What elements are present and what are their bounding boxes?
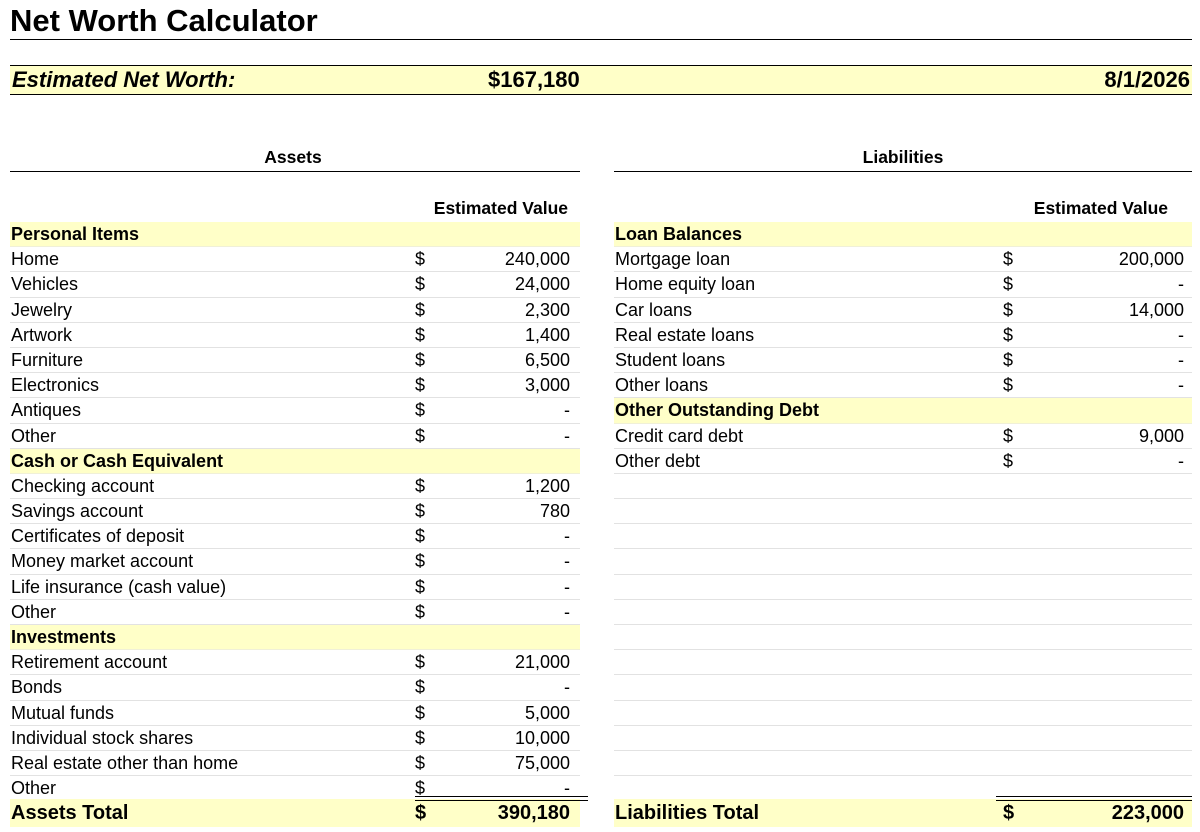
item-label: Student loans — [615, 349, 726, 370]
category-header-row — [10, 625, 580, 650]
empty-row — [614, 524, 1192, 549]
item-label: Credit card debt — [615, 425, 744, 446]
item-label: Car loans — [615, 299, 693, 320]
item-value-cell[interactable]: - — [564, 526, 570, 547]
liabilities-total-row — [614, 799, 1192, 827]
assets-value-header: Estimated Value — [433, 198, 568, 218]
empty-row — [614, 625, 1192, 650]
item-label: Home equity loan — [615, 274, 756, 295]
empty-row — [614, 575, 1192, 600]
category-label: Other Outstanding Debt — [615, 400, 819, 421]
table-row — [10, 499, 580, 524]
category-header-row — [10, 222, 580, 247]
table-row — [614, 247, 1192, 272]
item-label: Other — [11, 601, 57, 622]
assets-rows — [10, 222, 580, 801]
item-value-cell[interactable]: 14,000 — [1128, 299, 1184, 320]
item-label: Real estate loans — [615, 324, 755, 345]
empty-row — [614, 549, 1192, 574]
item-value-cell[interactable]: - — [564, 551, 570, 572]
table-row — [614, 298, 1192, 323]
currency-symbol: $ — [415, 274, 426, 295]
currency-symbol: $ — [415, 375, 426, 396]
item-label: Retirement account — [11, 652, 168, 673]
table-row — [10, 474, 580, 499]
item-value-cell[interactable]: - — [564, 778, 570, 799]
item-label: Other — [11, 425, 57, 446]
item-label: Electronics — [11, 375, 100, 396]
assets-total-row — [10, 799, 580, 827]
assets-section — [10, 143, 580, 801]
item-value-cell[interactable]: 75,000 — [514, 752, 570, 773]
table-row — [10, 751, 580, 776]
category-label: Loan Balances — [615, 224, 743, 244]
assets-heading: Assets — [10, 143, 580, 172]
table-row — [10, 701, 580, 726]
currency-symbol: $ — [1003, 299, 1014, 320]
table-row — [614, 348, 1192, 373]
net-worth-label: Estimated Net Worth: — [12, 67, 236, 92]
item-value-cell[interactable]: 240,000 — [504, 249, 570, 270]
item-label: Individual stock shares — [11, 727, 194, 748]
item-value-cell[interactable]: 2,300 — [524, 299, 570, 320]
empty-row — [614, 499, 1192, 524]
net-worth-date[interactable]: 8/1/2026 — [1104, 67, 1190, 92]
currency-symbol: $ — [1003, 802, 1015, 824]
table-row — [614, 373, 1192, 398]
category-label: Cash or Cash Equivalent — [11, 450, 224, 471]
empty-row — [614, 600, 1192, 625]
empty-row — [614, 701, 1192, 726]
currency-symbol: $ — [415, 601, 426, 622]
table-row — [10, 575, 580, 600]
empty-row — [614, 474, 1192, 499]
page-title: Net Worth Calculator — [10, 3, 318, 38]
currency-symbol: $ — [415, 501, 426, 522]
table-row — [10, 650, 580, 675]
currency-symbol: $ — [1003, 349, 1014, 370]
currency-symbol: $ — [1003, 425, 1014, 446]
currency-symbol: $ — [415, 299, 426, 320]
item-label: Certificates of deposit — [11, 526, 185, 547]
item-label: Other loans — [615, 375, 709, 396]
item-label: Furniture — [11, 349, 84, 370]
item-value-cell[interactable]: 21,000 — [514, 652, 570, 673]
title-divider — [10, 39, 1192, 40]
item-label: Other — [11, 778, 57, 799]
table-row — [10, 373, 580, 398]
currency-symbol: $ — [415, 702, 426, 723]
item-label: Antiques — [11, 400, 82, 421]
category-header-row — [614, 222, 1192, 247]
currency-symbol: $ — [415, 727, 426, 748]
category-label: Investments — [11, 627, 117, 647]
table-row — [10, 524, 580, 549]
currency-symbol: $ — [1003, 274, 1014, 295]
empty-row — [614, 751, 1192, 776]
liabilities-rows — [614, 222, 1192, 801]
currency-symbol: $ — [415, 349, 426, 370]
item-value-cell[interactable]: 10,000 — [514, 727, 570, 748]
currency-symbol: $ — [415, 652, 426, 673]
table-row — [10, 549, 580, 574]
currency-symbol: $ — [415, 752, 426, 773]
item-value-cell[interactable]: - — [564, 425, 570, 446]
assets-total-value[interactable]: 390,180 — [497, 802, 570, 824]
item-value-cell[interactable]: - — [564, 576, 570, 597]
category-header-row — [10, 449, 580, 474]
assets-total-label: Assets Total — [11, 802, 129, 824]
item-label: Bonds — [11, 677, 63, 698]
net-worth-value[interactable]: $167,180 — [488, 67, 580, 92]
table-row — [10, 675, 580, 700]
liabilities-total-label: Liabilities Total — [615, 802, 760, 824]
currency-symbol: $ — [415, 475, 426, 496]
table-row — [10, 424, 580, 449]
item-label: Home — [11, 249, 60, 270]
item-label: Mortgage loan — [615, 249, 731, 270]
currency-symbol: $ — [415, 400, 426, 421]
liabilities-section — [614, 143, 1192, 801]
empty-row — [614, 650, 1192, 675]
table-row — [10, 726, 580, 751]
item-value-cell[interactable]: - — [1178, 375, 1184, 396]
table-row — [614, 424, 1192, 449]
item-value-cell[interactable]: - — [564, 400, 570, 421]
currency-symbol: $ — [415, 778, 426, 799]
currency-symbol: $ — [415, 425, 426, 446]
item-value-cell[interactable]: 6,500 — [524, 349, 570, 370]
table-row — [10, 600, 580, 625]
table-row — [614, 272, 1192, 297]
item-value-cell[interactable]: - — [564, 677, 570, 698]
currency-symbol: $ — [415, 249, 426, 270]
currency-symbol: $ — [415, 677, 426, 698]
liabilities-value-header: Estimated Value — [1033, 198, 1168, 218]
item-label: Checking account — [11, 475, 155, 496]
item-value-cell[interactable]: 24,000 — [514, 274, 570, 295]
liabilities-heading: Liabilities — [614, 143, 1192, 172]
liabilities-total-value[interactable]: 223,000 — [1111, 802, 1184, 824]
item-label: Artwork — [11, 324, 73, 345]
item-value-cell[interactable]: - — [1178, 324, 1184, 345]
item-value-cell[interactable]: 9,000 — [1138, 425, 1184, 446]
item-label: Real estate other than home — [11, 752, 239, 773]
table-row — [10, 247, 580, 272]
item-value-cell[interactable]: 1,200 — [524, 475, 570, 496]
currency-symbol: $ — [1003, 249, 1014, 270]
table-row — [10, 348, 580, 373]
item-value-cell[interactable]: 3,000 — [524, 375, 570, 396]
item-value-cell[interactable]: 200,000 — [1118, 249, 1184, 270]
item-label: Jewelry — [11, 299, 73, 320]
currency-symbol: $ — [415, 324, 426, 345]
currency-symbol: $ — [1003, 324, 1014, 345]
item-label: Money market account — [11, 551, 194, 572]
table-row — [10, 272, 580, 297]
currency-symbol: $ — [415, 576, 426, 597]
empty-row — [614, 675, 1192, 700]
table-row — [10, 323, 580, 348]
item-label: Mutual funds — [11, 702, 115, 723]
item-value-cell[interactable]: 780 — [539, 501, 570, 522]
currency-symbol: $ — [415, 526, 426, 547]
currency-symbol: $ — [1003, 375, 1014, 396]
table-row — [614, 449, 1192, 474]
currency-symbol: $ — [1003, 450, 1014, 471]
item-value-cell[interactable]: 1,400 — [524, 324, 570, 345]
category-header-row — [614, 398, 1192, 423]
currency-symbol: $ — [415, 551, 426, 572]
empty-row — [614, 726, 1192, 751]
category-label: Personal Items — [11, 224, 140, 244]
item-value-cell[interactable]: - — [1178, 349, 1184, 370]
item-value-cell[interactable]: - — [1178, 274, 1184, 295]
item-label: Vehicles — [11, 274, 79, 295]
item-value-cell[interactable]: 5,000 — [524, 702, 570, 723]
item-label: Other debt — [615, 450, 701, 471]
item-label: Savings account — [11, 501, 144, 522]
table-row — [614, 323, 1192, 348]
item-value-cell[interactable]: - — [564, 601, 570, 622]
item-value-cell[interactable]: - — [1178, 450, 1184, 471]
table-row — [10, 298, 580, 323]
net-worth-bar — [10, 65, 1192, 95]
item-label: Life insurance (cash value) — [11, 576, 227, 597]
currency-symbol: $ — [415, 802, 427, 824]
table-row — [10, 398, 580, 423]
